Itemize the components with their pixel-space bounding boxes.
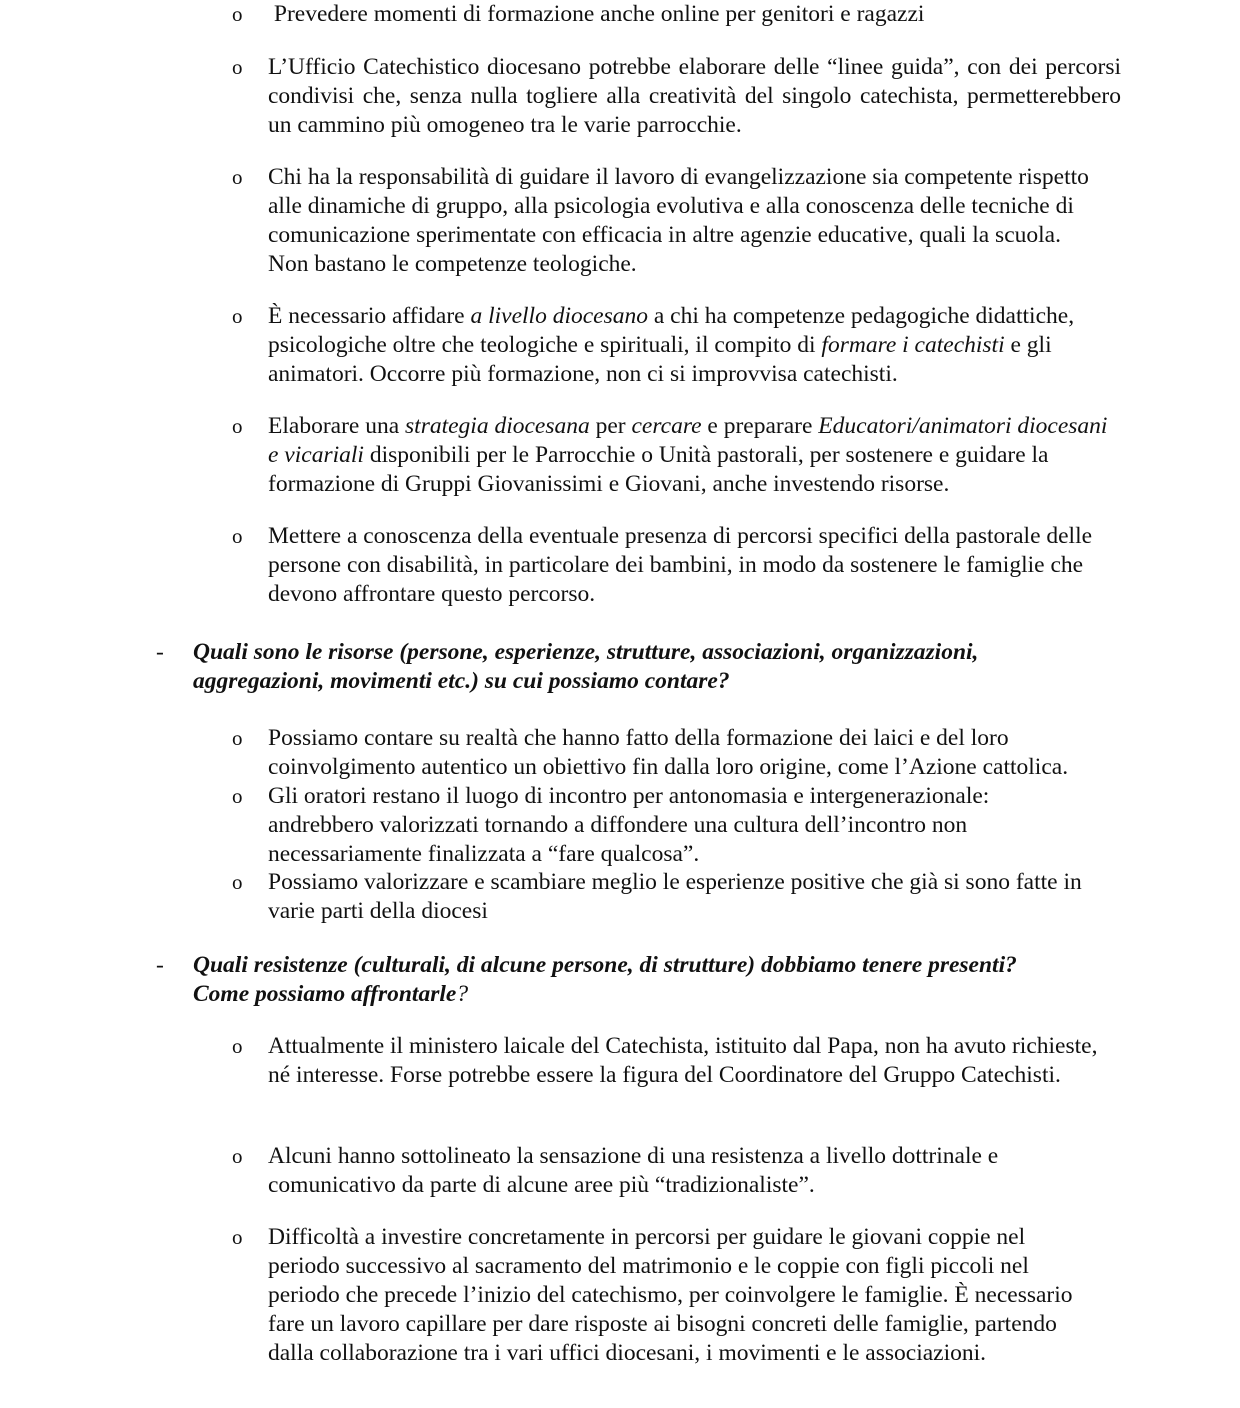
list-item-text: Prevedere momenti di formazione anche online per genitori e ragazzi [268,1,925,27]
list-item-text: Gli oratori restano il luogo di incontro per antonomasia e intergenerazionale: andrebbero valorizzati tornando a diffondere una cultura dell’incontro non necessariamente finalizzata a “fare qualcosa”. [268,783,990,867]
dash-bullet-icon: - [156,639,164,665]
bullet-icon: o [232,870,243,894]
list-item-text: Attualmente il ministero laicale del Catechista, istituito dal Papa, non ha avuto richieste, né interesse. Forse potrebbe essere la figura del Coordinatore del Gruppo Catechisti. [268,1033,1098,1088]
list-item-text: Mettere a conoscenza della eventuale presenza di percorsi specifici della pastorale delle persone con disabilità, in particolare dei bambini, in modo da sostenere le famiglie che devono affrontare questo percorso. [268,523,1093,607]
bullet-icon: o [232,1144,243,1168]
list-item-text: Elaborare una strategia diocesana per cercare e preparare Educatori/animatori diocesani e vicariali disponibili per le Parrocchie o Unità pastorali, per sostenere e guidare la formazione di Gruppi Giovanissimi e Giovani, anche investendo risorse. [268,413,1108,497]
bullet-icon: o [232,414,243,438]
list-item-text: Alcuni hanno sottolineato la sensazione di una resistenza a livello dottrinale e comunicativo da parte di alcune aree più “tradizionaliste”. [268,1143,999,1198]
bullet-icon: o [232,524,243,548]
list-item-text: Possiamo valorizzare e scambiare meglio le esperienze positive che già si sono fatte in varie parti della diocesi [268,869,1082,924]
bullet-icon: o [232,1225,243,1249]
bullet-icon: o [232,726,243,750]
bullet-icon: o [232,1034,243,1058]
bullet-icon: o [232,165,243,189]
question-text: Quali sono le risorse (persone, esperienze, strutture, associazioni, organizzazioni, aggregazioni, movimenti etc.) su cui possiamo contare? [193,639,979,694]
bullet-icon: o [232,304,243,328]
list-item-text: È necessario affidare a livello diocesano a chi ha competenze pedagogiche didattiche, psicologiche oltre che teologiche e spirituali, il compito di formare i catechisti e gli animatori. Occorre più formazione, non ci si improvvisa catechisti. [268,303,1075,387]
list-item-text: Difficoltà a investire concretamente in percorsi per guidare le giovani coppie nel periodo successivo al sacramento del matrimonio e le coppie con figli piccoli nel periodo che precede l’inizio del catechismo, per coinvolgere le famiglie. È necessario fare un lavoro capillare per dare risposte ai bisogni concreti delle famiglie, partendo dalla collaborazione tra i vari uffici diocesani, i movimenti e le associazioni. [268,1224,1073,1366]
bullet-icon: o [232,784,243,808]
list-item-text: Possiamo contare su realtà che hanno fatto della formazione dei laici e del loro coinvolgimento autentico un obiettivo fin dalla loro origine, come l’Azione cattolica. [268,725,1069,780]
question-text: Quali resistenze (culturali, di alcune persone, di strutture) dobbiamo tenere presenti? Come possiamo affrontarle? [193,952,1017,1007]
bullet-icon: o [232,55,243,79]
list-item-text: Chi ha la responsabilità di guidare il lavoro di evangelizzazione sia competente rispetto alle dinamiche di gruppo, alla psicologia evolutiva e alla conoscenza delle tecniche di comunicazione sperimentate con efficacia in altre agenzie educative, quali la scuola. Non bastano le competenze teologiche. [268,164,1089,277]
list-item-text: L’Ufficio Catechistico diocesano potrebbe elaborare delle “linee guida”, con dei percorsi condivisi che, senza nulla togliere alla creatività del singolo catechista, permetterebbero un cammino più omogeneo tra le varie parrocchie. [268,54,1121,138]
dash-bullet-icon: - [156,952,164,978]
bullet-icon: o [232,2,243,26]
